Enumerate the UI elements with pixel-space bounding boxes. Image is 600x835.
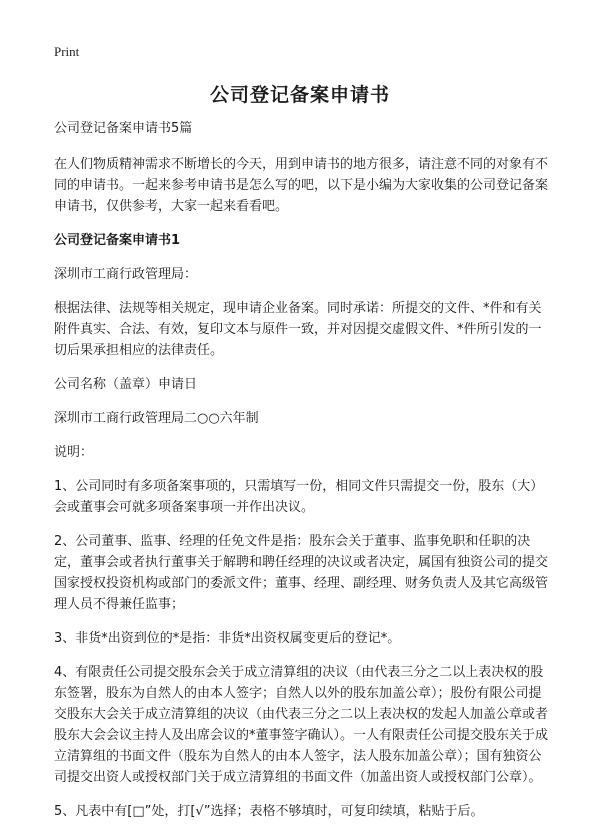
body-paragraph: 根据法律、法规等相关规定，现申请企业备案。同时承诺：所提交的文件、*件和有关附件真实、合法、有效，复印文本与原件一致，并对因提交虚假文件、*件所引发的一切后果承担相应的法律责任。 bbox=[54, 301, 542, 358]
document-body bbox=[54, 118, 550, 835]
note-item-2: 2、公司董事、监事、经理的任免文件是指：股东会关于董事、监事免职和任职的决定，董事会或者执行董事关于解聘和聘任经理的决议或者决定，属国有独资公司的提交国家授权投资机构或部门的委派文件；董事、经理、副经理、财务负责人及其它高级管理人员不得兼任监事； bbox=[54, 534, 549, 612]
notes-heading: 说明： bbox=[54, 445, 94, 460]
subtitle: 公司登记备案申请书5篇 bbox=[54, 121, 193, 136]
page-title: 公司登记备案申请书 bbox=[209, 84, 390, 106]
addressee: 深圳市工商行政管理局： bbox=[54, 267, 198, 282]
company-name-line: 公司名称（盖章）申请日 bbox=[54, 377, 198, 392]
section-heading: 公司登记备案申请书1 bbox=[54, 233, 181, 248]
print-link[interactable]: Print bbox=[54, 44, 80, 59]
intro-paragraph: 在人们物质精神需求不断增长的今天，用到申请书的地方很多，请注意不同的对象有不同的申请书。一起来参考申请书是怎么写的吧，以下是小编为大家收集的公司登记备案申请书，仅供参考，大家一起来看看吧。 bbox=[54, 157, 549, 214]
note-item-1: 1、公司同时有多项备案事项的，只需填写一份，相同文件只需提交一份，股东（大）会或董事会可就多项备案事项一并作出决议。 bbox=[54, 479, 544, 515]
note-item-5: 5、凡表中有[□”处，打[√”选择；表格不够填时，可复印续填，粘贴于后。 bbox=[54, 804, 484, 819]
note-item-3: 3、非货*出资到位的*是指：非货*出资权属变更后的登记*。 bbox=[54, 631, 401, 646]
note-item-4: 4、有限责任公司提交股东会关于成立清算组的决议（由代表三分之二以上表决权的股东签署，股东为自然人的由本人签字；自然人以外的股东加盖公章）；股份有限公司提交股东大会关于成立清算组的决议（由代表三分之二以上表决权的发起人加盖公章或者股东大会会议主持人及出席会议的*董事签字确认）。一人有限责任公司提交股东关于成立清算组的书面文件（股东为自然人的由本人签字，法人股东加盖公章）；国有独资公司提交出资人或授权部门关于成立清算组的书面文件（加盖出资人或授权部门公章）。 bbox=[54, 665, 549, 785]
issuer-line: 深圳市工商行政管理局二○○六年制 bbox=[54, 411, 259, 426]
